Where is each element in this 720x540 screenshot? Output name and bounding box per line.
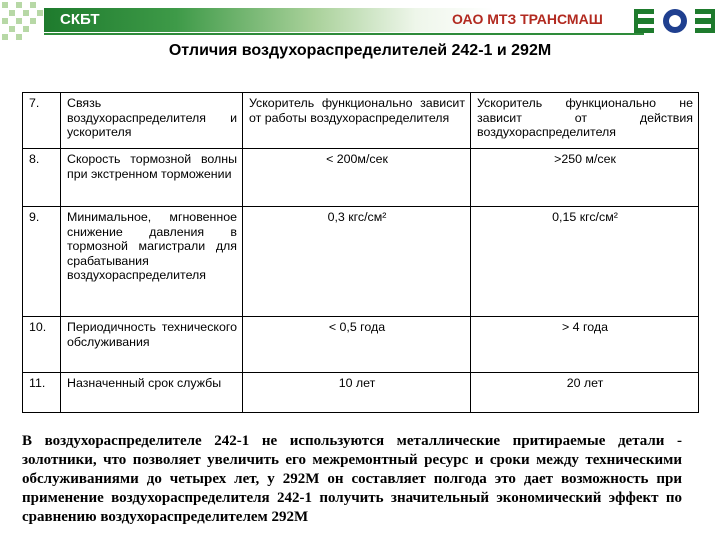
company-name: ОАО МТЗ ТРАНСМАШ	[452, 11, 603, 27]
table-row	[23, 207, 699, 317]
value-292-cell: > 4 года	[471, 317, 699, 373]
row-number: 8.	[23, 149, 61, 207]
comparison-table	[22, 92, 699, 413]
table-row	[23, 149, 699, 207]
mtz-transmash-logo-icon	[632, 6, 718, 36]
row-number: 11.	[23, 373, 61, 413]
parameter-cell: Минимальное, мгновенное снижение давления в тормозной магистрали для срабатывания воздухораспределителя	[61, 207, 243, 317]
value-292-cell: 0,15 кгс/см²	[471, 207, 699, 317]
parameter-cell: Назначенный срок службы	[61, 373, 243, 413]
row-number: 9.	[23, 207, 61, 317]
value-242-cell: < 0,5 года	[243, 317, 471, 373]
header-rule	[44, 33, 644, 35]
value-292-cell: Ускоритель функционально не зависит от действия воздухораспределителя	[471, 93, 699, 149]
table-row	[23, 93, 699, 149]
value-292-cell: 20 лет	[471, 373, 699, 413]
parameter-cell: Периодичность технического обслуживания	[61, 317, 243, 373]
value-242-cell: < 200м/сек	[243, 149, 471, 207]
decorative-grid-icon	[0, 0, 44, 40]
parameter-cell: Связь воздухораспределителя и ускорителя	[61, 93, 243, 149]
row-number: 10.	[23, 317, 61, 373]
parameter-cell: Скорость тормозной волны при экстренном торможении	[61, 149, 243, 207]
value-242-cell: 0,3 кгс/см²	[243, 207, 471, 317]
org-label: СКБТ	[60, 11, 100, 28]
table-row	[23, 317, 699, 373]
page-title: Отличия воздухораспределителей 242-1 и 292М	[168, 42, 552, 59]
value-242-cell: Ускоритель функционально зависит от работы воздухораспределителя	[243, 93, 471, 149]
table-row	[23, 373, 699, 413]
summary-paragraph: В воздухораспределителе 242-1 не используются металлические притираемые детали - золотники, что позволяет увеличить его межремонтный ресурс и сроки между техническими обслуживаниями до четырех лет, у 292М он составляет полгода это дает возможность при применение воздухораспределителя 242-1 получить значительный экономический эффект по сравнению воздухораспределителем 292М	[22, 433, 682, 525]
header-bar	[0, 0, 720, 40]
value-292-cell: >250 м/сек	[471, 149, 699, 207]
value-242-cell: 10 лет	[243, 373, 471, 413]
row-number: 7.	[23, 93, 61, 149]
